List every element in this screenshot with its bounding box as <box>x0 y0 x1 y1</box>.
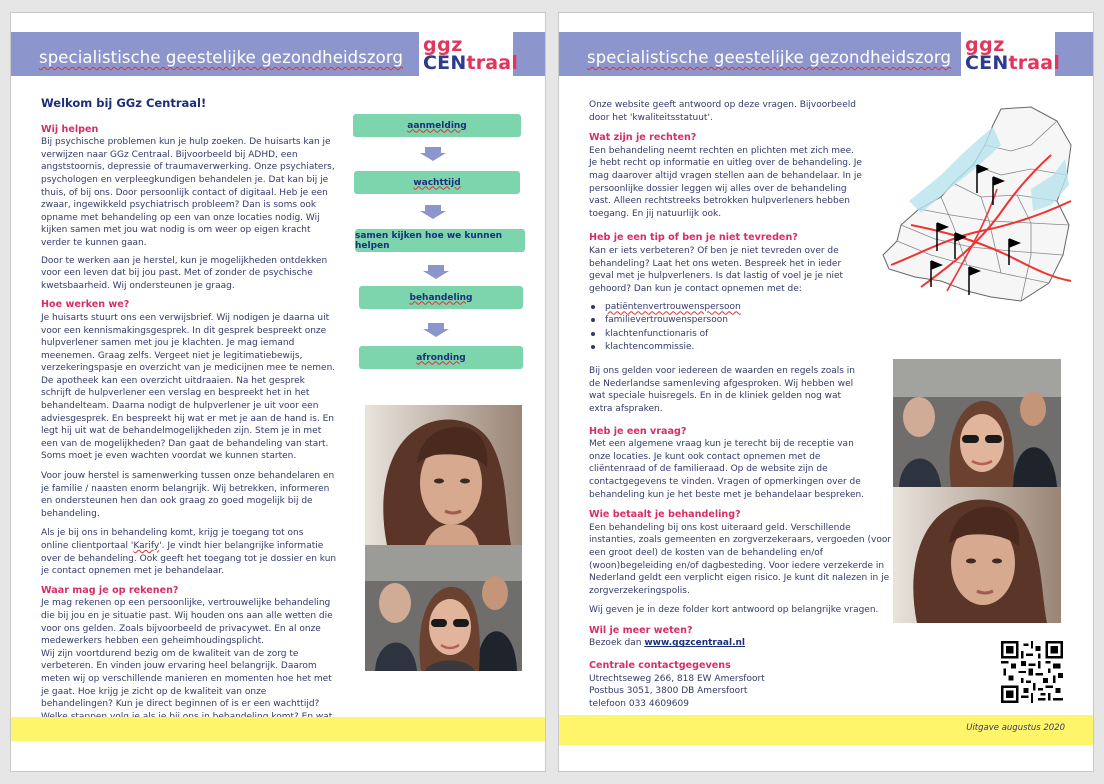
flow-arrow-2-icon <box>420 205 446 219</box>
betaalt-paragraph: Een behandeling bij ons kost uiteraard geld. Verschillende instanties, zoals gemeenten en zorgverzekeraars, vergoeden (voor een groot deel) de kosten van de behandeling en/of (woon)begeleiding en/of dagbesteding. Voor iedere verzekerde in Nederland geldt een verplicht eigen risico. Je kunt dit nalezen in je zorgverzekeringspolis. <box>589 522 892 596</box>
logo-ggz: ggz <box>423 34 463 56</box>
flow-arrow-3-icon <box>423 265 449 279</box>
page-left <box>10 12 546 772</box>
list-item: klachtencommissie. <box>589 341 865 354</box>
hoe-werken-paragraph-1: Je huisarts stuurt ons een verwijsbrief. Wij nodigen je daarna uit voor een kennismakingsgesprek. In dit gesprek bespreekt onze hulpverlener samen met jou je klachten. Je mag iemand meenemen. Graag zelfs. Vergeet niet je legitimatiebewijs, verzekeringspasje en overzicht van je medicijnen mee te nemen. De apotheek kan een overzicht uitdraaien. Na het gesprek schrijft de hulpverlener een verslag en bespreekt het in het behandelteam. Daarna nodigt de hulpverlener je uit voor een adviesgesprek. En bespreekt hij wat er met je aan de hand is. En legt hij uit wat de behandelmogelijkheden zijn. Stem je in met een van de mogelijkheden? Dan gaat de behandeling van start. Soms moet je even wachten voordat we kunnen starten. <box>41 312 336 462</box>
tip-heading: Heb je een tip of ben je niet tevreden? <box>589 232 798 244</box>
photo-woman-portrait <box>893 487 1061 623</box>
header-title: specialistische geestelijke gezondheidszorg <box>39 48 404 67</box>
rechten-heading: Wat zijn je rechten? <box>589 132 697 144</box>
rechten-paragraph: Een behandeling neemt rechten en plichten met zich mee. Je hebt recht op informatie en uitleg over de behandeling. Je mag daarover altijd vragen stellen aan de behandelaar. In je persoonlijke dossier leggen wij alles over de behandeling vast. Alleen rechtstreeks betrokken hulpverleners hebben toegang. En jij natuurlijk ook. <box>589 145 862 219</box>
flow-step-samen-kijken: samen kijken hoe we kunnen helpen <box>355 229 525 252</box>
header-band <box>11 32 545 76</box>
contact-heading: Centrale contactgegevens <box>589 660 731 672</box>
wij-helpen-heading: Wij helpen <box>41 123 99 135</box>
ggz-centraal-logo <box>419 32 519 76</box>
flow-step-afronding: afronding <box>359 346 523 369</box>
waar-rekenen-paragraph-2: Wij zijn voortdurend bezig om de kwaliteit van de zorg te verbeteren. En vinden jouw ervaring heel belangrijk. Daarom meten wij op verschillende manieren en momenten hoe het met je gaat. Hoe krijg je zicht op de kwaliteit van onze behandelingen? Kun je direct beginnen of is er een wachttijd? <box>41 648 332 710</box>
footer-band <box>559 715 1093 745</box>
flow-step-aanmelding: aanmelding <box>353 114 521 137</box>
photo-people-sunglasses <box>365 545 522 671</box>
footer-band <box>11 717 545 741</box>
logo-centraal: CENtraal <box>423 52 519 74</box>
edition-date: Uitgave augustus 2020 <box>966 723 1065 733</box>
folder-paragraph: Wij geven je in deze folder kort antwoord op belangrijke vragen. <box>589 605 879 616</box>
wij-helpen-paragraph-1: Bij psychische problemen kun je hulp zoeken. De huisarts kan je verwijzen naar GGz Centraal. Bijvoorbeeld bij ADHD, een angststoornis, depressie of traumaverwerking. Onze psychiaters, psychologen en verpleegkundigen behandelen je. Dat kan bij je thuis, of bij ons. Door persoonlijk contact of digitaal. Heb je een zwaar, ingewikkeld psychiatrisch probleem? Dan is soms ook opname met behandeling op een van onze locaties nodig. Wij kijken samen met jou wat nodig is om weer op eigen kracht verder te kunnen gaan. <box>41 137 335 248</box>
ggz-centraal-logo <box>961 32 1061 76</box>
logo-centraal: CENtraal <box>965 52 1061 74</box>
header-title: specialistische geestelijke gezondheidszorg <box>587 48 952 67</box>
list-item: klachtenfunctionaris of <box>589 328 865 341</box>
wij-helpen-paragraph-2: Door te werken aan je herstel, kun je mogelijkheden ontdekken voor een leven dat bij jou past. Met of zonder de psychische kwetsbaarheid. Wij ondersteunen je graag. <box>41 255 328 291</box>
page-right <box>558 12 1094 772</box>
intro-paragraph: Onze website geeft antwoord op deze vragen. Bijvoorbeeld door het 'kwaliteitsstatuut'. <box>589 100 856 123</box>
list-item: patiëntenvertrouwenspersoon <box>589 301 865 314</box>
waar-rekenen-paragraph-1: Je mag rekenen op een persoonlijke, vertrouwelijke behandeling die bij jou en je situatie past. Wij houden ons aan alle wetten die voor ons gelden. Zoals bijvoorbeeld de privacywet. En al onze medewerkers hebben een geheimhoudingsplicht. <box>41 598 333 647</box>
tip-paragraph: Kan er iets verbeteren? Of ben je niet tevreden over de behandeling? Laat het ons weten. Bespreek het in ieder geval met je hulpverleners. Is dat lastig of voel je je niet gehoord? Dan kun je contact opnemen met de: <box>589 245 844 294</box>
hoe-werken-paragraph-2: Voor jouw herstel is samenwerking tussen onze behandelaren en je familie / naasten enorm belangrijk. Wij betrekken, informeren en ondersteunen hen dan ook graag zo goed mogelijk bij de behandeling. <box>41 471 335 519</box>
region-map-image <box>881 105 1077 305</box>
flow-step-wachttijd: wachttijd <box>354 171 520 194</box>
betaalt-heading: Wie betaalt je behandeling? <box>589 509 741 521</box>
contact-persons-list <box>589 301 865 353</box>
address-line-1: Utrechtseweg 266, 818 EW Amersfoort <box>589 673 765 684</box>
photo-people-sunglasses <box>893 359 1061 487</box>
hoe-werken-paragraph-3: Als je bij ons in behandeling komt, krijg je toegang tot ons online clientportaal 'Karify'. Je vindt hier belangrijke informatie over de behandeling. Ook geeft het toegang tot je dossier en kun je contact opnemen met je behandelaar. <box>41 528 337 577</box>
right-body-text <box>589 99 892 710</box>
waar-rekenen-heading: Waar mag je op rekenen? <box>41 584 179 596</box>
flow-arrow-1-icon <box>420 147 446 161</box>
list-item: familievertrouwenspersoon <box>589 314 865 327</box>
vraag-paragraph: Met een algemene vraag kun je terecht bij de receptie van onze locaties. Je kunt ook contact opnemen met de cliëntenraad of de familieraad. Op de website zijn de contactgegevens te vinden. Vragen of opmerkingen over de behandeling kun je het beste met je behandelaar bespreken. <box>589 439 865 500</box>
flow-arrow-4-icon <box>423 323 449 337</box>
welcome-heading: Welkom bij GGz Centraal! <box>41 96 207 110</box>
left-body-text <box>41 97 337 741</box>
qr-code-icon[interactable] <box>1001 641 1063 703</box>
waarden-paragraph: Bij ons gelden voor iedereen de waarden en regels zoals in de Nederlandse samenleving afgesproken. Wij hebben wel wat speciale huisregels. En in de kliniek gelden nog wat extra afspraken. <box>589 366 855 414</box>
logo-ggz: ggz <box>965 34 1005 56</box>
address-line-2: Postbus 3051, 3800 DB Amersfoort <box>589 686 748 697</box>
website-link[interactable]: www.ggzcentraal.nl <box>644 638 745 649</box>
phone-line: telefoon 033 4609609 <box>589 698 689 709</box>
photo-woman-portrait <box>365 405 522 545</box>
meer-weten-heading: Wil je meer weten? <box>589 624 693 636</box>
hoe-werken-heading: Hoe werken we? <box>41 299 130 311</box>
vraag-heading: Heb je een vraag? <box>589 425 687 437</box>
flow-step-behandeling: behandeling <box>359 286 523 309</box>
bezoek-line: Bezoek dan www.ggzcentraal.nl <box>589 638 745 649</box>
header-band <box>559 32 1093 76</box>
karify-word: Karify <box>133 541 160 551</box>
